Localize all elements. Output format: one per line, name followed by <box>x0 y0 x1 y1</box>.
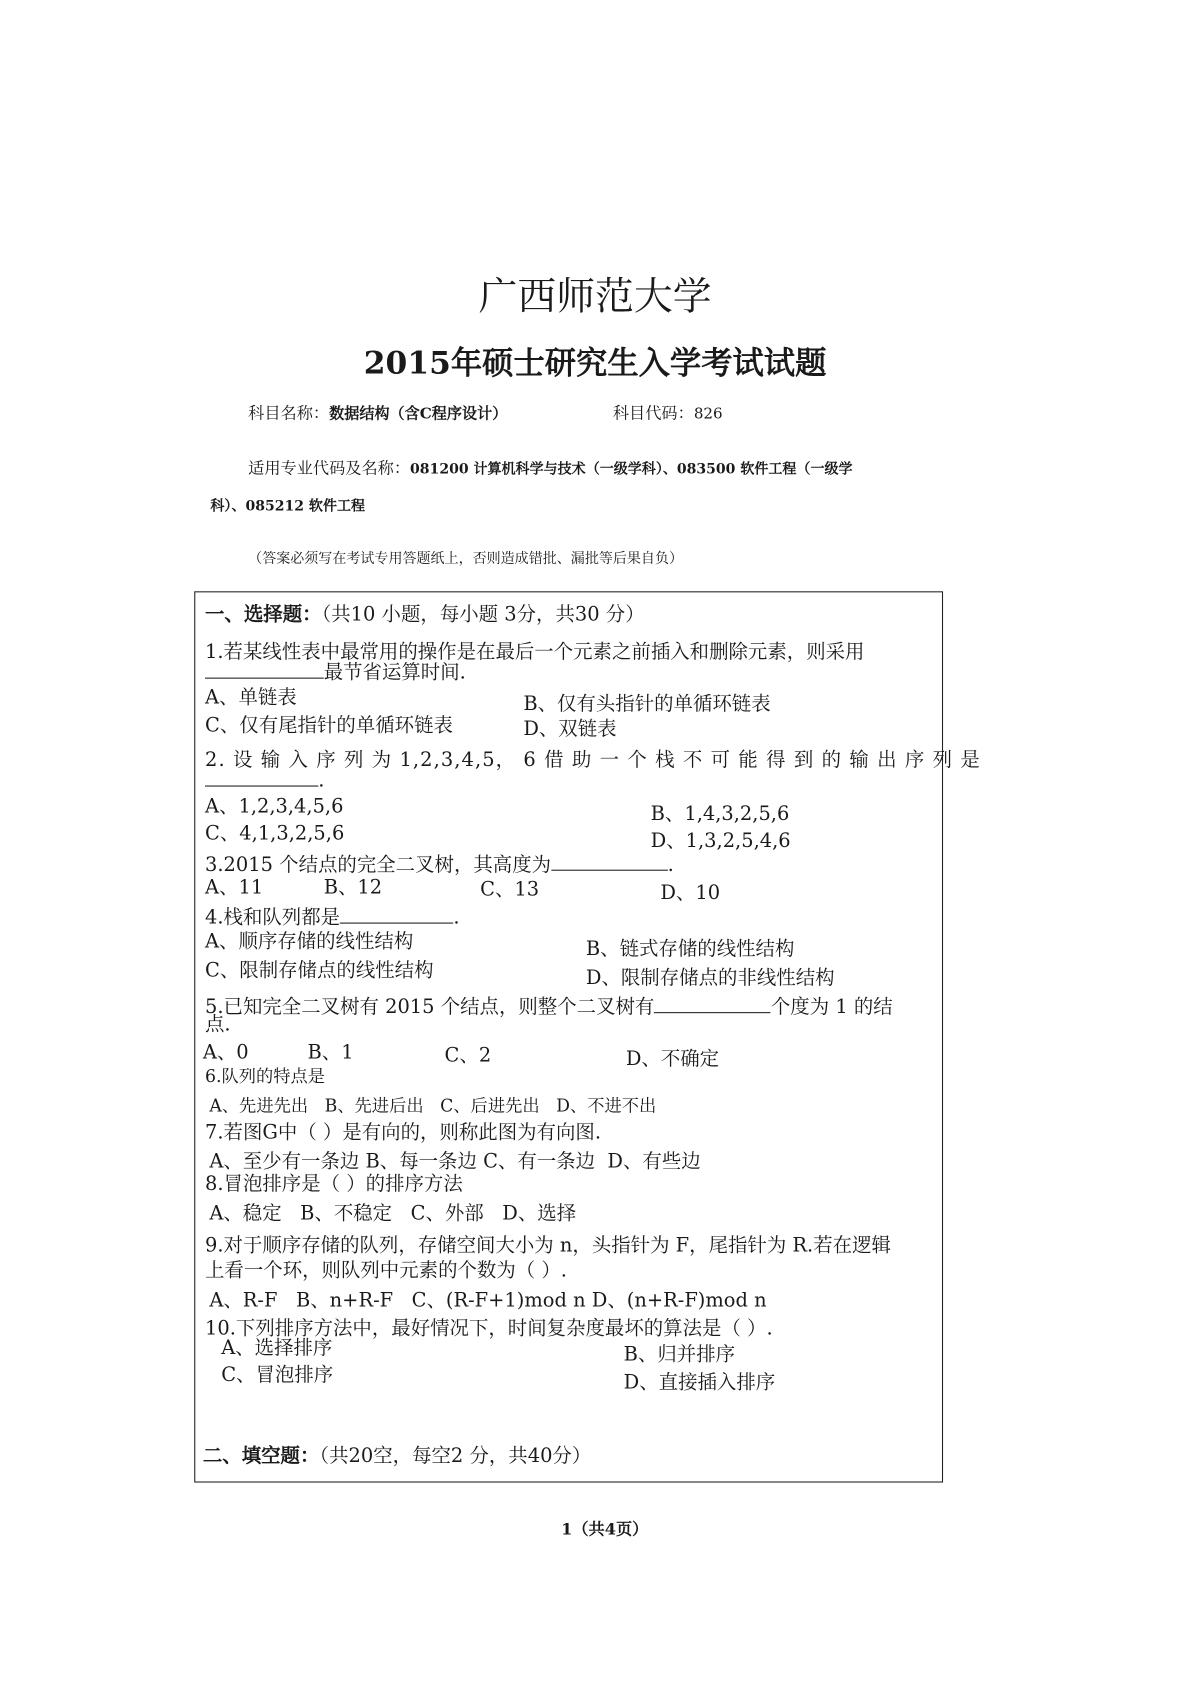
option: C、仅有尾指针的单循环链表 <box>205 714 453 737</box>
question-text: 4.栈和队列都是 <box>205 906 341 930</box>
section2-title: 二、填空题： <box>202 1444 320 1468</box>
majors-line <box>248 458 853 478</box>
question-7: 7.若图G中（ ）是有向的，则称此图为有向图. <box>205 1121 602 1144</box>
question-text: . <box>453 906 460 930</box>
option: D、限制存储点的非线性结构 <box>585 966 835 990</box>
option: D、不进不出 <box>556 1095 657 1116</box>
notice: （答案必须写在考试专用答题纸上，否则造成错批、漏批等后果自负） <box>248 551 684 568</box>
question-text: . <box>318 769 325 792</box>
question-text: 3.2015 个结点的完全二叉树，其高度为 <box>205 853 552 877</box>
option: A、0 <box>202 1041 249 1064</box>
question-6: 6.队列的特点是 <box>205 1066 326 1087</box>
section1-title: 一、选择题： <box>205 603 322 626</box>
majors-text: 081200 计算机科学与技术（一级学科）、083500 软件工程（一级学 <box>410 461 853 478</box>
option: A、11 <box>205 876 264 899</box>
option: A、稳定 <box>209 1202 282 1225</box>
section1-info: （共10 小题，每小题 3分，共30 分） <box>321 603 645 626</box>
option: D、10 <box>660 881 721 905</box>
question-3 <box>205 855 674 876</box>
question-9: 9.对于顺序存储的队列，存储空间大小为 n，头指针为 F，尾指针为 R.若在逻辑 <box>205 1234 891 1258</box>
question-text: 最节省运算时间. <box>323 661 466 685</box>
option: B、12 <box>323 876 383 899</box>
question-text: . <box>667 853 674 877</box>
answer-blank <box>205 663 324 679</box>
option: B、归并排序 <box>623 1343 736 1367</box>
option: D、直接插入排序 <box>623 1371 776 1395</box>
subject-code: 826 <box>693 405 723 423</box>
question-10: 10.下列排序方法中，最好情况下，时间复杂度最坏的算法是（ ）. <box>205 1317 773 1341</box>
university-title: 广西师范大学 <box>478 275 712 320</box>
page-number: 1（共4页） <box>561 1519 649 1539</box>
option: A、顺序存储的线性结构 <box>205 930 414 953</box>
subject-code-label: 科目代码： <box>612 403 694 423</box>
option: A、单链表 <box>205 686 297 709</box>
option: B、链式存储的线性结构 <box>585 937 795 961</box>
section2-info: （共20空，每空2 分，共40分） <box>319 1444 592 1468</box>
options-row <box>209 1152 700 1171</box>
answer-blank <box>340 907 453 923</box>
option: A、选择排序 <box>221 1336 333 1360</box>
question-2: 2. 设 输 入 序 列 为 1,2,3,4,5， 6 借 助 一 个 栈 不 可 能 得 到 的 输 出 序 列 是 <box>205 748 981 772</box>
question-8: 8.冒泡排序是（ ）的排序方法 <box>205 1172 463 1196</box>
question-1-cont <box>205 663 466 684</box>
question-text: 5.已知完全二叉树有 2015 个结点，则整个二叉树有 <box>205 995 655 1019</box>
majors-label: 适用专业代码及名称： <box>248 458 411 478</box>
option: C、(R-F+1)mod n <box>411 1289 586 1313</box>
options-row <box>209 1204 576 1223</box>
option: B、n+R-F <box>295 1289 394 1313</box>
question-2-cont <box>205 770 324 791</box>
option: B、1,4,3,2,5,6 <box>650 802 790 826</box>
exam-title: 2015年硕士研究生入学考试试题 <box>363 344 827 381</box>
option: A、至少有一条边 <box>209 1150 360 1173</box>
option: A、R-F <box>209 1289 278 1313</box>
option: C、13 <box>480 878 540 901</box>
option: C、限制存储点的线性结构 <box>205 959 434 982</box>
option: C、4,1,3,2,5,6 <box>205 822 345 845</box>
answer-blank <box>551 855 668 871</box>
option: B、不稳定 <box>300 1202 393 1225</box>
question-5-cont: 点. <box>205 1013 231 1036</box>
subject-name-line <box>248 403 508 423</box>
answer-blank <box>205 770 318 786</box>
question-4 <box>205 907 460 928</box>
option: B、每一条边 <box>365 1150 477 1173</box>
option: D、有些边 <box>607 1150 701 1173</box>
question-text: 个度为 1 的结 <box>770 995 893 1019</box>
option: D、1,3,2,5,4,6 <box>650 829 791 853</box>
option: D、(n+R-F)mod n <box>591 1289 767 1313</box>
subject-name-label: 科目名称： <box>248 403 330 423</box>
subject-name: 数据结构（含C程序设计） <box>329 405 508 423</box>
option: B、先进后出 <box>324 1095 424 1116</box>
option: C、后进先出 <box>440 1095 540 1116</box>
option: D、不确定 <box>625 1047 720 1071</box>
question-9-cont: 上看一个环，则队列中元素的个数为（ ）. <box>205 1259 567 1282</box>
subject-code-line <box>612 403 723 423</box>
section2-heading <box>202 1444 592 1468</box>
option: C、冒泡排序 <box>221 1363 334 1387</box>
option: C、2 <box>444 1044 492 1068</box>
majors-line-2: 科）、085212 软件工程 <box>210 498 366 515</box>
option: B、仅有头指针的单循环链表 <box>523 692 771 716</box>
question-1: 1.若某线性表中最常用的操作是在最后一个元素之前插入和删除元素，则采用 <box>205 640 865 664</box>
option: C、有一条边 <box>483 1150 596 1173</box>
options-row <box>209 1289 767 1313</box>
option: D、双链表 <box>523 717 617 741</box>
option: A、先进先出 <box>209 1095 309 1116</box>
option: D、选择 <box>502 1202 577 1225</box>
option: C、外部 <box>410 1202 484 1225</box>
answer-blank <box>654 997 771 1013</box>
option: A、1,2,3,4,5,6 <box>205 795 344 818</box>
option: B、1 <box>307 1041 354 1064</box>
section1-heading <box>205 605 645 624</box>
options-row <box>209 1097 656 1114</box>
question-5 <box>205 997 893 1018</box>
